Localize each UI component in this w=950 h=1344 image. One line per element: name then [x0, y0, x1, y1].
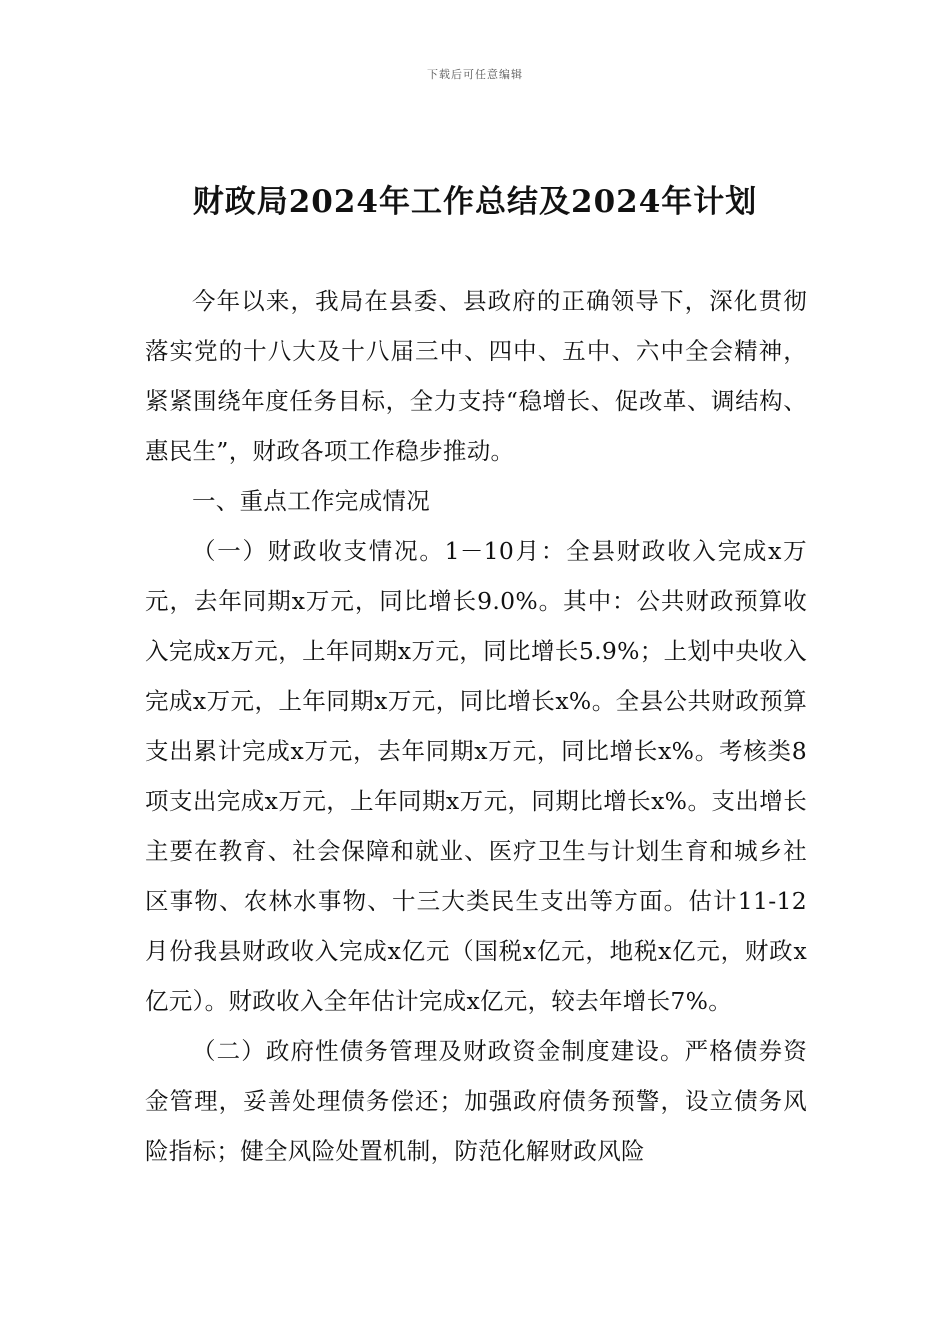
paragraph-revenue: （一）财政收支情况。1－10月：全县财政收入完成x万元，去年同期x万元，同比增长9.0%。其中：公共财政预算收入完成x万元，上年同期x万元，同比增长5.9%；上划中央收入完成x万元，上年同期x万元，同比增长x%。全县公共财政预算支出累计完成x万元，去年同期x万元，同比增长x%。考核类8项支出完成x万元，上年同期x万元，同期比增长x%。支出增长主要在教育、社会保障和就业、医疗卫生与计划生育和城乡社区事物、农林水事物、十三大类民生支出等方面。估计11-12月份我县财政收入完成x亿元（国税x亿元，地税x亿元，财政x亿元）。财政收入全年估计完成x亿元，较去年增长7%。 [145, 537, 807, 1015]
header-note: 下载后可任意编辑 [427, 68, 523, 81]
document-body [145, 276, 807, 1176]
paragraph-debt: （二）政府性债务管理及财政资金制度建设。严格债券资金管理，妥善处理债务偿还；加强政府债务预警，设立债务风险指标；健全风险处置机制，防范化解财政风险 [145, 1037, 807, 1165]
paragraph-intro: 今年以来，我局在县委、县政府的正确领导下，深化贯彻落实党的十八大及十八届三中、四中、五中、六中全会精神，紧紧围绕年度任务目标，全力支持“稳增长、促改革、调结构、惠民生”，财政各项工作稳步推动。 [145, 287, 807, 465]
section-heading: 一、重点工作完成情况 [192, 487, 430, 515]
document-title: 财政局2024年工作总结及2024年计划 [192, 184, 758, 220]
